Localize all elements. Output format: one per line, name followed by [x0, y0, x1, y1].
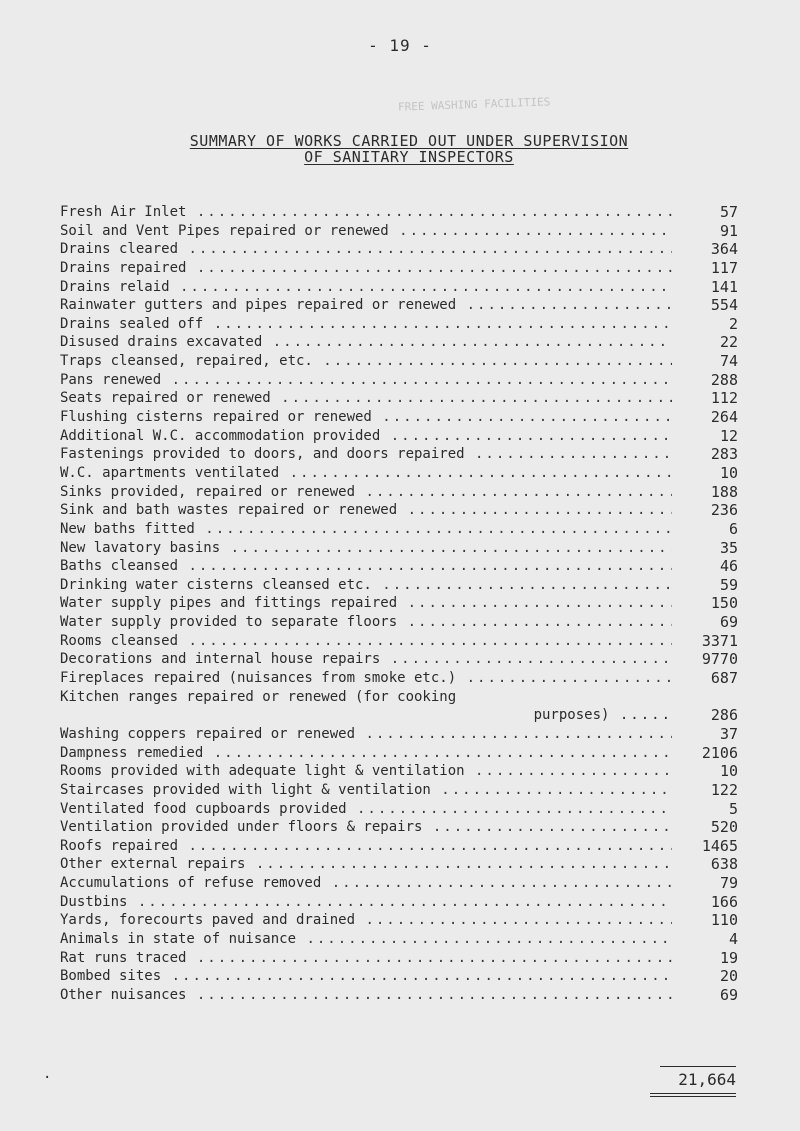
item-value: 5	[728, 799, 738, 818]
list-item	[60, 911, 740, 930]
item-value: 283	[710, 445, 738, 464]
list-item	[60, 855, 740, 874]
list-item	[60, 501, 740, 520]
list-item	[60, 893, 740, 912]
list-item	[60, 483, 740, 502]
item-label: New lavatory basins .....	[60, 539, 672, 557]
item-value: 687	[710, 669, 738, 688]
item-value: 4	[728, 930, 738, 948]
list-item	[60, 222, 740, 241]
item-value: 2	[728, 314, 738, 333]
summary-list	[60, 203, 740, 1005]
item-label: New baths fitted .....	[60, 520, 672, 538]
item-value: 288	[710, 370, 738, 389]
item-value: 57	[719, 203, 738, 221]
show-through-text: FREE WASHING FACILITIES	[397, 95, 551, 114]
item-value: 22	[719, 333, 738, 352]
list-item	[60, 669, 740, 688]
list-item	[60, 688, 740, 725]
item-label: Baths cleansed .....	[60, 557, 672, 575]
item-label: Additional W.C. accommodation provided .....	[60, 427, 672, 445]
item-value: 35	[719, 538, 738, 557]
item-value: 286	[710, 705, 738, 724]
page-title	[144, 133, 674, 165]
title-line-1: SUMMARY OF WORKS CARRIED OUT UNDER SUPERVISION	[189, 132, 629, 150]
item-label: Sink and bath wastes repaired or renewed .....	[60, 501, 672, 519]
page-number: - 19 -	[368, 36, 432, 55]
list-item	[60, 445, 740, 464]
list-item	[60, 744, 740, 763]
list-item	[60, 874, 740, 893]
item-value: 264	[710, 408, 738, 427]
item-label: Yards, forecourts paved and drained .....	[60, 911, 672, 929]
list-item	[60, 240, 740, 259]
item-label: Decorations and internal house repairs .....	[60, 650, 672, 668]
list-item	[60, 278, 740, 297]
item-value: 74	[719, 352, 738, 371]
item-label: Seats repaired or renewed .....	[60, 389, 672, 407]
list-item	[60, 800, 740, 819]
stray-mark: .	[43, 1066, 52, 1082]
item-value: 69	[719, 985, 738, 1004]
item-label: Ventilated food cupboards provided .....	[60, 800, 672, 818]
item-value: 638	[710, 855, 738, 874]
total-rule	[660, 1066, 736, 1067]
item-value: 364	[710, 240, 738, 259]
item-value: 188	[710, 482, 738, 501]
item-label: Other nuisances .....	[60, 986, 672, 1004]
item-value: 59	[719, 575, 738, 594]
item-label: Pans renewed .....	[60, 371, 672, 389]
item-label: Washing coppers repaired or renewed .....	[60, 725, 672, 743]
item-value: 112	[710, 389, 738, 408]
item-label: Disused drains excavated .....	[60, 333, 672, 351]
title-line-2: OF SANITARY INSPECTORS	[304, 148, 514, 166]
item-value: 19	[719, 948, 738, 967]
item-value: 2106	[701, 743, 738, 762]
item-value: 166	[710, 892, 738, 911]
item-label: Kitchen ranges repaired or renewed (for cooking	[60, 688, 457, 705]
item-label: Drains sealed off .....	[60, 315, 672, 333]
list-item	[60, 967, 740, 986]
list-item	[60, 725, 740, 744]
item-label: Sinks provided, repaired or renewed .....	[60, 483, 672, 501]
list-item	[60, 259, 740, 278]
item-value: 122	[710, 780, 738, 799]
item-value: 6	[728, 519, 738, 538]
item-value: 141	[710, 277, 738, 296]
item-value: 3371	[701, 631, 738, 650]
item-label: Traps cleansed, repaired, etc. .....	[60, 352, 672, 370]
item-value: 117	[710, 258, 738, 277]
list-item	[60, 352, 740, 371]
item-label: Rooms cleansed .....	[60, 632, 672, 650]
item-label: Roofs repaired .....	[60, 837, 672, 855]
item-label: Other external repairs .....	[60, 855, 672, 873]
list-item	[60, 539, 740, 558]
list-item	[60, 986, 740, 1005]
list-item	[60, 576, 740, 595]
item-label: Drains cleared .....	[60, 240, 672, 258]
list-item	[60, 371, 740, 390]
item-label: Rainwater gutters and pipes repaired or renewed .....	[60, 296, 672, 314]
list-item	[60, 464, 740, 483]
list-item	[60, 520, 740, 539]
item-value: 520	[710, 818, 738, 837]
item-label: Rooms provided with adequate light & ventilation .....	[60, 762, 672, 780]
item-label: Dampness remedied .....	[60, 744, 672, 762]
item-label: Water supply pipes and fittings repaired .....	[60, 594, 672, 612]
item-label: Fireplaces repaired (nuisances from smoke etc.) .....	[60, 669, 672, 687]
item-value: 9770	[701, 650, 738, 669]
list-item	[60, 315, 740, 334]
item-label: Dustbins .....	[60, 893, 672, 911]
item-value: 554	[710, 296, 738, 315]
item-value: 10	[719, 463, 738, 482]
list-item	[60, 594, 740, 613]
item-label: Staircases provided with light & ventilation .....	[60, 781, 672, 799]
item-value: 91	[719, 221, 738, 240]
item-label: Soil and Vent Pipes repaired or renewed .....	[60, 222, 672, 240]
item-value: 1465	[701, 836, 738, 855]
item-value: 37	[719, 724, 738, 743]
grand-total: 21,664	[650, 1070, 736, 1097]
item-value: 20	[719, 967, 738, 986]
item-label: Ventilation provided under floors & repairs .....	[60, 818, 672, 836]
item-label: Rat runs traced .....	[60, 949, 672, 967]
list-item	[60, 427, 740, 446]
item-value: 150	[710, 594, 738, 613]
item-label-continued: purposes) .....	[533, 706, 672, 723]
list-item	[60, 930, 740, 949]
list-item	[60, 557, 740, 576]
item-label: Fastenings provided to doors, and doors repaired .....	[60, 445, 672, 463]
item-label: Flushing cisterns repaired or renewed .....	[60, 408, 672, 426]
item-value: 110	[710, 911, 738, 930]
item-label: Drains repaired .....	[60, 259, 672, 277]
list-item	[60, 632, 740, 651]
list-item	[60, 762, 740, 781]
list-item	[60, 333, 740, 352]
list-item	[60, 296, 740, 315]
item-value: 236	[710, 501, 738, 520]
item-label: W.C. apartments ventilated .....	[60, 464, 672, 482]
item-value: 12	[719, 426, 738, 445]
item-label: Drains relaid .....	[60, 278, 672, 296]
item-label: Fresh Air Inlet .....	[60, 203, 672, 221]
list-item	[60, 389, 740, 408]
item-label: Accumulations of refuse removed .....	[60, 874, 672, 892]
item-label: Water supply provided to separate floors .....	[60, 613, 672, 631]
item-value: 46	[719, 557, 738, 576]
list-item	[60, 781, 740, 800]
item-label: Bombed sites .....	[60, 967, 672, 985]
item-value: 10	[719, 762, 738, 781]
list-item	[60, 837, 740, 856]
list-item	[60, 818, 740, 837]
list-item	[60, 408, 740, 427]
item-label: Drinking water cisterns cleansed etc. .....	[60, 576, 672, 594]
item-value: 69	[719, 613, 738, 632]
list-item	[60, 203, 740, 222]
item-label: Animals in state of nuisance .....	[60, 930, 672, 948]
item-value: 79	[719, 874, 738, 893]
list-item	[60, 613, 740, 632]
list-item	[60, 650, 740, 669]
list-item	[60, 949, 740, 968]
